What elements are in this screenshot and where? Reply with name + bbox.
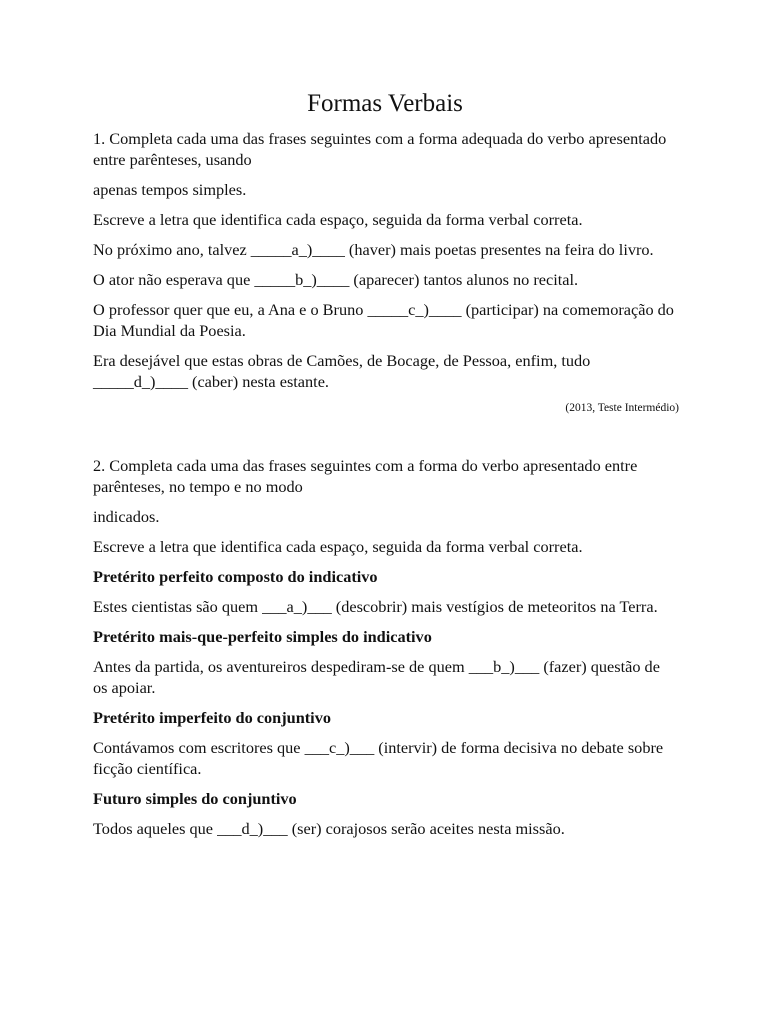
exercise-2-intro-cont: indicados. [93, 507, 160, 526]
exercise-1-sentence-b: O ator não esperava que _____b_)____ (aparecer) tantos alunos no recital. [93, 270, 579, 289]
exercise-1-intro-cont: apenas tempos simples. [93, 180, 247, 199]
tense-heading: Pretérito perfeito composto do indicativo [93, 567, 378, 586]
page-title: Formas Verbais [307, 90, 463, 117]
exercise-2-sentence-b: Antes da partida, os aventureiros despediram-se de quem ___b_)___ (fazer) questão de os apoiar. [93, 657, 660, 697]
exercise-1-intro: 1. Completa cada uma das frases seguintes com a forma adequada do verbo apresentado entre parênteses, usando [93, 129, 667, 169]
exercise-1-sentence-c: O professor quer que eu, a Ana e o Bruno _____c_)____ (participar) na comemoração do Dia Mundial da Poesia. [93, 300, 674, 340]
exercise-1-source: (2013, Teste Intermédio) [565, 402, 679, 414]
exercise-1-sentence-d: Era desejável que estas obras de Camões, de Bocage, de Pessoa, enfim, tudo _____d_)____ (caber) nesta estante. [93, 351, 591, 391]
exercise-1 [93, 128, 677, 415]
tense-heading: Pretérito imperfeito do conjuntivo [93, 708, 331, 727]
exercise-2-intro: 2. Completa cada uma das frases seguintes com a forma do verbo apresentado entre parênteses, no tempo e no modo [93, 456, 638, 496]
exercise-2-sentence-a: Estes cientistas são quem ___a_)___ (descobrir) mais vestígios de meteoritos na Terra. [93, 597, 658, 616]
exercise-1-instruction: Escreve a letra que identifica cada espaço, seguida da forma verbal correta. [93, 210, 583, 229]
document-page [93, 86, 677, 848]
tense-heading: Pretérito mais-que-perfeito simples do indicativo [93, 627, 432, 646]
exercise-2-sentence-d: Todos aqueles que ___d_)___ (ser) corajosos serão aceites nesta missão. [93, 819, 565, 838]
exercise-2 [93, 455, 677, 839]
exercise-2-instruction: Escreve a letra que identifica cada espaço, seguida da forma verbal correta. [93, 537, 583, 556]
exercise-2-sentence-c: Contávamos com escritores que ___c_)___ (intervir) de forma decisiva no debate sobre ficção científica. [93, 738, 664, 778]
exercise-1-sentence-a: No próximo ano, talvez _____a_)____ (haver) mais poetas presentes na feira do livro. [93, 240, 654, 259]
tense-heading: Futuro simples do conjuntivo [93, 789, 297, 808]
section-spacer [93, 415, 677, 455]
